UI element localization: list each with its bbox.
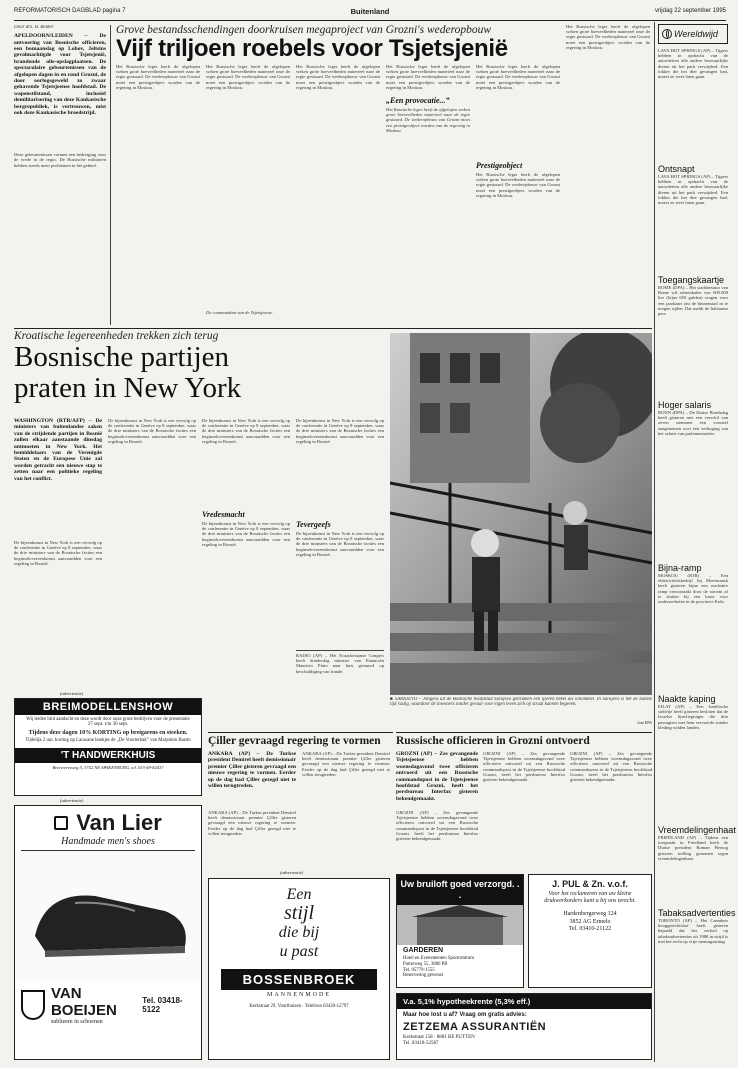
sarajevo-photo bbox=[390, 333, 652, 695]
russian-col-3: GROZNI (AP) – Zes gevangende Tsjetsjeense hebben woensdagavond twee officieren ontvoerd uit een Russische commandopost in de Tsjetsjeense hoofdstad Grozni, heeft het persbureau Interfax gisteren bekendgemaakt. bbox=[570, 751, 652, 783]
slogan-3: die bij bbox=[278, 924, 320, 941]
ad-label: (advertentie) bbox=[60, 691, 84, 696]
subhead-vredesmacht: Vredesmacht bbox=[202, 510, 245, 519]
top-col5-text: Het Russische leger heeft de afgelopen weken grote hoeveelheden materieel naar de regio gestuurd. De wederopbouw van Grozni moet een prestigeobject worden van de regering in Moskou. bbox=[476, 64, 560, 90]
jpul-title: J. PUL & Zn. v.o.f. bbox=[552, 879, 628, 889]
subhead-provocatie: „Een provocatie...” bbox=[386, 96, 450, 105]
breimodel-name: 'T HANDWERKHUIS bbox=[15, 748, 201, 763]
globe-icon bbox=[662, 29, 672, 39]
ww-title-toegang: Toegangskaartje bbox=[658, 275, 725, 285]
wereldwijd-title: Wereldwijd bbox=[674, 29, 718, 39]
ny-headline-1: Bosnische partijen bbox=[14, 341, 230, 373]
bossenbroek-address: Kerkstraat 29, Voorthuizen · Telefoon 03420-12797 bbox=[249, 1004, 349, 1009]
vanboeijen-block bbox=[15, 981, 201, 1029]
top-col-3: Het Russische leger heeft de afgelopen weken grote hoeveelheden materieel naar de regio gestuurd. De wederopbouw van Grozni moet een prestigeobject worden van de regering in Moskou. bbox=[296, 64, 380, 90]
header-right: vrijdag 22 september 1995 bbox=[654, 8, 726, 14]
ciller-col1-body: ANKARA (AP) – De Turkse president Demirel heeft demissionair premier Çiller gisteren gevraagd een nieuwe regering te vormen. Eerder op de dag had Çiller gezegd niet te willen terugtreden. bbox=[208, 810, 296, 836]
breimodel-line3: Tijdens deze dagen 10% KORTING op breigarens en steeken. bbox=[28, 730, 188, 736]
russian-col-2: GROZNI (AP) – Zes gevangende Tsjetsjeense hebben woensdagavond twee officieren ontvoerd uit een Russische commandopost in de Tsjetsjeense hoofdstad Grozni, heeft het persbureau Interfax gisteren bekendgemaakt. bbox=[483, 751, 565, 783]
subhead-prestige: Prestigeobject bbox=[476, 161, 523, 170]
ww-body-kaping: EILAT (AP) – Een Israëlische stelletje heeft gisteren besloten dat de Israelse lijnvliegtuiger die drie passagiers met hem vervoerde zonder kleding wilden landen. bbox=[658, 704, 728, 730]
ny-col4-text2: De bijeenkomst in New York is een vervolg op de conferentie in Genève op 8 september, waar de drie ministers van de Bosnische facties een beginselovereenkomst aanvaardden voor een regeling in Bosnië. bbox=[296, 531, 384, 557]
vanboeijen-name: VAN BOEIJEN bbox=[50, 985, 117, 1019]
ww-body-salaris: BONN (DPA) – De Duitse Bondsdag heeft gisteren met een verschil van zeven stemmen een voorstel aangenomen over een verhoging van het salaris van parlementariërs. bbox=[658, 410, 728, 436]
garderen-lines: Hotel en Evenementen Sportcentrum Putterweg 55, 3886 PB Tel. 05779-1555 Reservering gewenst bbox=[403, 956, 474, 979]
ww-title-ontsnapt: Ontsnapt bbox=[658, 164, 695, 174]
garderen-name: GARDEREN bbox=[403, 947, 444, 954]
top-kicker: Grove bestandsschendingen doorkruisen megaproject van Grozni's wederopbouw bbox=[116, 24, 492, 36]
ny-col4-text: De bijeenkomst in New York is een vervolg op de conferentie in Genève op 8 september, waar de drie ministers van de Bosnische facties een beginselovereenkomst aanvaardden voor een regeling in Bosnië. bbox=[296, 418, 384, 444]
vanlier-logo bbox=[15, 806, 201, 836]
wereldwijd-header bbox=[658, 24, 728, 44]
ciller-col-2: ANKARA (AP) – De Turkse president Demirel heeft demissionair premier Çiller gisteren gevraagd een nieuwe regering te vormen. Eerder op de dag had Çiller gezegd niet te willen terugtreden. bbox=[302, 751, 390, 777]
section-rule-2 bbox=[208, 732, 393, 733]
ciller-headline: Çiller gevraagd regering te vormen bbox=[208, 735, 381, 747]
top-col-5 bbox=[476, 64, 560, 324]
ny-col-2: De bijeenkomst in New York is een vervolg op de conferentie in Genève op 8 september, waar de drie ministers van de Bosnische facties een beginselovereenkomst aanvaardden voor een regeling in Bosnië. bbox=[108, 418, 196, 444]
ny-article-head bbox=[14, 330, 394, 410]
ww-title-kaping: Naakte kaping bbox=[658, 694, 716, 704]
divider bbox=[654, 22, 655, 1062]
bossenbroek-name: BOSSENBROEK bbox=[221, 969, 377, 990]
bossenbroek-slogan bbox=[209, 879, 389, 961]
ww-body-tabak: TORONTO (AP) – Het Canadese hooggerechtshof heeft gisteren bepaald dat het verbod op tabaksadvertenties uit 1988 in strijd is met het recht op vrije meningsuiting. bbox=[658, 918, 728, 944]
top-signature: De commandant van de Tsjetsjeense bbox=[206, 310, 273, 315]
divider bbox=[110, 25, 111, 325]
ww-body-ramp: MOSKOU (RTR) – Een elektriciteitsbedrijf bij Moermansk heeft gisteren bijna een nucleaire ramp veroorzaakt door de stroom af te sluiten bij een basis voor onderzeeboten in de provincie Kola. bbox=[658, 573, 728, 605]
byline: Door drs. B. Belder bbox=[14, 25, 54, 30]
bossenbroek-ad[interactable] bbox=[208, 878, 390, 1060]
caption-text: SARAJEVO – Jongens uit de Bosnische hoofdstad Sarajevo gebruiken een ijzeren hekel als schommel. In Sarajevo is het de laatste tijd rustig, waardoor de inwoners zonder gevaar voor eigen leven zich op straat kunnen begeven. bbox=[390, 697, 652, 708]
russian-headline: Russische officieren in Grozni ontvoerd bbox=[396, 735, 590, 747]
zetzema-address: Kerkstraat 158 · 8881 BE PUTTEN Tel. 03418-52587 bbox=[403, 1035, 475, 1046]
subhead-tevergeefs: Tevergeefs bbox=[296, 520, 331, 529]
ww-title-haat: Vreemdelingenhaat bbox=[658, 825, 736, 835]
restaurant-image bbox=[397, 905, 523, 945]
vanlier-ad[interactable] bbox=[14, 805, 202, 1060]
jpul-ad[interactable] bbox=[528, 874, 652, 988]
vanlier-tag: Handmade men's shoes bbox=[21, 836, 195, 851]
jpul-address: Hardenbergerweg 124 3852 AG Ermelo Tel. 03410-21122 bbox=[563, 911, 617, 932]
header-left: REFORMATORISCH DAGBLAD pagina 7 bbox=[14, 8, 126, 14]
photo-image bbox=[390, 333, 652, 695]
wereldwijd-column bbox=[658, 24, 736, 1064]
top-headline: Vijf triljoen roebels voor Tsjetsjenië bbox=[116, 35, 508, 62]
top-col-4 bbox=[386, 64, 470, 324]
ad-label-3: (advertentie) bbox=[280, 870, 304, 875]
ny-kicker: Kroatische legereenheden trekken zich terug bbox=[14, 330, 219, 342]
ww-body-haat: FRIEDLAND (AP) – Tijdens een toespraak in Friedland heeft de Duitse president Roman Herzog gisteren stelling genomen tegen vreemdelingenhaat. bbox=[658, 835, 728, 861]
ww-title-tabak: Tabaksadvertenties bbox=[658, 908, 736, 918]
ny-col-3 bbox=[202, 418, 290, 688]
top-col4-text: Het Russische leger heeft de afgelopen weken grote hoeveelheden materieel naar de regio gestuurd. De wederopbouw van Grozni moet een prestigeobject worden van de regering in Moskou. bbox=[386, 64, 470, 90]
vanboeijen-phone: Tel. 03418-5122 bbox=[142, 996, 183, 1014]
top-col-6: Het Russische leger heeft de afgelopen weken grote hoeveelheden materieel naar de regio gestuurd. De wederopbouw van Grozni moet een prestigeobject worden van de regering in Moskou. bbox=[566, 24, 650, 50]
breimodel-line4: Tijdelijk 2 uur. korting op Lacasane boekjes de „De Voorterbak” van Marjolein Bastin bbox=[25, 738, 191, 743]
jpul-body: Voor het reclameren van uw kleine drukwerkorders kunt u bij ons terecht. bbox=[544, 891, 636, 904]
garderen-ad[interactable] bbox=[396, 874, 524, 988]
ny-col-4 bbox=[296, 418, 384, 688]
photo-caption bbox=[390, 697, 652, 719]
ww-body-ontsnapt: LAVA HOT SPRINGS (AP) – Tijgers hebben in opdracht van de autoriteiten alle andere bezwaarlijke dieren uit het park verwijderd. Een fokker die het dier gevangen had, moest ze weer laten gaan. bbox=[658, 174, 728, 206]
radio-article: RADIO (AP) – Het Ecuadoriaanse Congres heeft donderdag minister van Financiën Mauricio Pinto naar huis gestuurd op beschuldiging van fraude. bbox=[296, 650, 384, 688]
russian-col-1 bbox=[396, 751, 478, 866]
breimodel-address: Breeweersweg 5, 3752 NE SPAKENBURG, tel. 033-49-82437 bbox=[52, 765, 164, 770]
breimodel-title: BREIMODELLENSHOW bbox=[15, 699, 201, 715]
ny-headline-2: praten in New York bbox=[14, 372, 242, 404]
breimodel-ad[interactable] bbox=[14, 698, 202, 796]
zetzema-top: V.a. 5,1% hypotheekrente (5,3% eff.) bbox=[397, 994, 651, 1009]
ciller-col-1 bbox=[208, 751, 296, 866]
col1-lead: APELDOORN/LEIDEN – De ontvoering van Bosnische officieren, een bomaanslag op Lobov, Jeltsins gevolmachtigde voor Tsjetsjenië, brandende olie-opslagplaatsen. De spectaculaire gebeurtenissen van de afgelopen dagen in en rond Grozni, de door oorlogsgeweld zo zwaar gehavende Tsjetsjeense hoofdstad. De wapenstilstand, inclusief demilitarisering van deze Kaukasische bergrepubliek, is vertrouwen, mist ook deze Kaukasische broedstrijd. bbox=[14, 33, 106, 117]
page-header bbox=[14, 8, 726, 18]
caption-marker: ■ bbox=[390, 697, 395, 702]
ad-label-2: (advertentie) bbox=[60, 798, 84, 803]
col1-article bbox=[14, 25, 106, 325]
photo-credit: foto EPA bbox=[637, 720, 652, 725]
vanlier-emblem-icon bbox=[54, 816, 68, 830]
slogan-1: Een bbox=[286, 886, 312, 903]
breimodel-line1: Wij leiden bird aandacht en deze wordt door onze grote bedrijven voor de presentatie bbox=[26, 717, 190, 722]
garderen-title: Uw bruiloft goed verzorgd. . . bbox=[397, 875, 523, 905]
section-rule-3 bbox=[396, 732, 652, 733]
slogan-4: u past bbox=[279, 943, 319, 960]
bossenbroek-sub: MANNENMODE bbox=[267, 992, 331, 998]
russian-col1-body: GROZNI (AP) – Zes gevangende Tsjetsjeense hebben woensdagavond twee officieren ontvoerd uit een Russische commandopost in de Tsjetsjeense hoofdstad Grozni, heeft het persbureau Interfax gisteren bekendgemaakt. bbox=[396, 810, 478, 842]
section-rule bbox=[14, 328, 652, 329]
ny-col3-text2: De bijeenkomst in New York is een vervolg op de conferentie in Genève op 8 september, waar de drie ministers van de Bosnische facties een beginselovereenkomst aanvaardden voor een regeling in Bosnië. bbox=[202, 521, 290, 547]
zetzema-name: ZETZEMA ASSURANTIËN bbox=[403, 1021, 547, 1033]
vanboeijen-sub: sublieem in schoenen bbox=[50, 1019, 103, 1025]
top-col4-text2: Het Russische leger heeft de afgelopen weken grote hoeveelheden materieel naar de regio gestuurd. De wederopbouw van Grozni moet een prestigeobject worden van de regering in Moskou. bbox=[386, 107, 470, 133]
ww-body-toegang: ROME (DPA) – Het stadsbestuur van Rome wil ashrenkalen van 600.000 lire (bijna 650 gulden) vragen voor een jaarkaart om de binnenstad in te mogen rijden. Dat meldt de Italiaanse pers. bbox=[658, 285, 728, 317]
ww-title-ramp: Bijna-ramp bbox=[658, 563, 702, 573]
zetzema-ad[interactable] bbox=[396, 993, 652, 1060]
vanboeijen-shield-icon bbox=[21, 990, 45, 1020]
ny-col-1 bbox=[14, 418, 102, 688]
slogan-2: stijl bbox=[283, 902, 314, 924]
vanlier-brand: Van Lier bbox=[76, 810, 162, 835]
ww-title-salaris: Hoger salaris bbox=[658, 400, 712, 410]
shoe-image bbox=[15, 851, 201, 981]
ny-col3-text: De bijeenkomst in New York is een vervolg op de conferentie in Genève op 8 september, waar de drie ministers van de Bosnische facties een beginselovereenkomst aanvaardden voor een regeling in Bosnië. bbox=[202, 418, 290, 444]
top-col-1: Het Russische leger heeft de afgelopen weken grote hoeveelheden materieel naar de regio gestuurd. De wederopbouw van Grozni moet een prestigeobject worden van de regering in Moskou. bbox=[116, 64, 200, 90]
ciller-lead: ANKARA (AP) – De Turkse president Demirel heeft demissionair premier Çiller gisteren gevraagd een nieuwe regering te vormen. Eerder op de dag had Çiller gezegd niet te willen terugtreden. bbox=[208, 751, 296, 790]
zetzema-line: Maar hoe lost u af? Vraag om gratis advies: bbox=[403, 1012, 527, 1018]
russian-lead: GROZNI (AP) – Zes gevangende Tsjetsjeense hebben woensdagavond twee officieren ontvoerd uit een Russische commandopost in de Tsjetsjeense hoofdstad Grozni, heeft het persbureau Interfax gisteren bekendgemaakt. bbox=[396, 751, 478, 802]
ny-col1-body: De bijeenkomst in New York is een vervolg op de conferentie in Genève op 8 september, waar de drie ministers van de Bosnische facties een beginselovereenkomst aanvaardden voor een regeling in Bosnië. bbox=[14, 540, 102, 566]
header-rule bbox=[14, 20, 726, 21]
ny-lead: WASHINGTON (RTR/AFP) – De ministers van buitenlandse zaken van de strijdende partijen in Bosnië zullen elkaar aanstaande dinsdag ontmoeten in New York. Het bemiddelaars van de Verenigde Staten en de Europese Unie zal worden getracht een nieuwe stap te zetten naar een politieke regeling van het conflict. bbox=[14, 418, 102, 482]
header-section: Buitenland bbox=[350, 7, 390, 16]
top-col5-text2: Het Russische leger heeft de afgelopen weken grote hoeveelheden materieel naar de regio gestuurd. De wederopbouw van Grozni moet een prestigeobject worden van de regering in Moskou. bbox=[476, 172, 560, 198]
top-col-2: Het Russische leger heeft de afgelopen weken grote hoeveelheden materieel naar de regio gestuurd. De wederopbouw van Grozni moet een prestigeobject worden van de regering in Moskou. bbox=[206, 64, 290, 90]
wereldwijd-intro: LAVA HOT SPRINGS (AP) – Tijgers hebben in opdracht van de autoriteiten alle andere bezwaarlijke dieren uit het park verwijderd. Een fokker die het dier gevangen had, moest ze weer laten gaan. bbox=[658, 48, 728, 80]
breimodel-line2: 27 sept. t/m 30 sept. bbox=[87, 722, 129, 727]
col1-body: Deze gebeurtenissen vormen een bedreiging voor de vrede in de regio. De Russische militairen hebben steeds meer problemen in het gebied. bbox=[14, 152, 106, 168]
